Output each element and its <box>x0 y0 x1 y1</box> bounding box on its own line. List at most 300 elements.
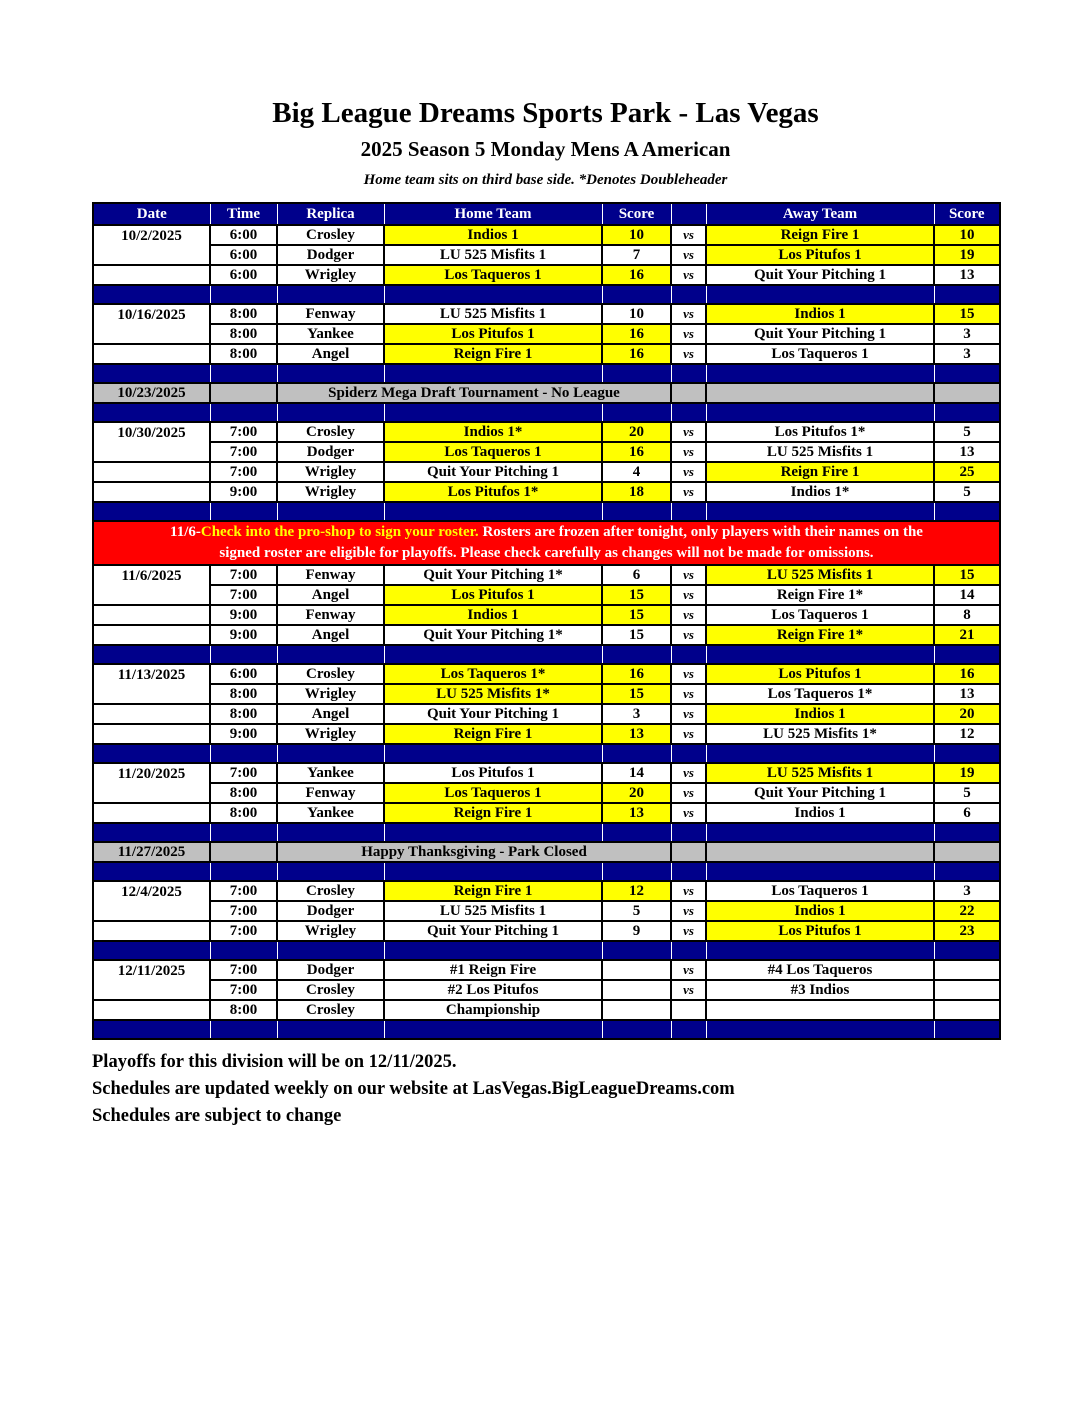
separator-cell-away-score <box>934 403 1000 422</box>
vs-cell: vs <box>671 265 706 285</box>
home-score-cell: 6 <box>602 565 671 585</box>
separator-cell-away-team <box>706 645 934 664</box>
home-team-cell: LU 525 Misfits 1 <box>384 901 602 921</box>
home-score-cell: 13 <box>602 803 671 823</box>
separator-cell-replica <box>277 285 384 304</box>
time-cell: 9:00 <box>210 625 277 645</box>
separator-cell-home-team <box>384 1020 602 1039</box>
away-score-cell: 5 <box>934 422 1000 442</box>
separator-cell-home-score <box>602 941 671 960</box>
date-cell <box>93 625 210 645</box>
home-score-cell <box>602 980 671 1000</box>
home-team-cell: Quit Your Pitching 1* <box>384 625 602 645</box>
date-cell <box>93 704 210 724</box>
vs-cell: vs <box>671 901 706 921</box>
separator-cell-away-team <box>706 502 934 521</box>
away-score-cell: 25 <box>934 462 1000 482</box>
separator-cell-home-team <box>384 285 602 304</box>
away-team-cell: Quit Your Pitching 1 <box>706 265 934 285</box>
time-cell <box>210 842 277 862</box>
separator-cell-away-score <box>934 364 1000 383</box>
home-team-cell: Quit Your Pitching 1 <box>384 921 602 941</box>
separator-cell-time <box>210 364 277 383</box>
date-cell <box>93 344 210 364</box>
separator-cell-home-team <box>384 403 602 422</box>
home-score-cell: 16 <box>602 344 671 364</box>
away-team-cell: Los Taqueros 1 <box>706 881 934 901</box>
time-cell: 7:00 <box>210 422 277 442</box>
vs-cell: vs <box>671 245 706 265</box>
vs-cell <box>671 1000 706 1020</box>
away-score-cell: 20 <box>934 704 1000 724</box>
home-team-cell: Quit Your Pitching 1* <box>384 565 602 585</box>
vs-cell: vs <box>671 344 706 364</box>
away-team-cell <box>706 383 934 403</box>
away-team-cell: LU 525 Misfits 1 <box>706 565 934 585</box>
replica-cell: Wrigley <box>277 482 384 502</box>
vs-cell: vs <box>671 565 706 585</box>
time-cell: 6:00 <box>210 245 277 265</box>
separator-cell-replica <box>277 823 384 842</box>
away-score-cell: 5 <box>934 783 1000 803</box>
vs-cell: vs <box>671 980 706 1000</box>
home-team-cell: Indios 1 <box>384 605 602 625</box>
away-score-cell: 14 <box>934 585 1000 605</box>
time-cell: 7:00 <box>210 960 277 980</box>
home-team-cell: Championship <box>384 1000 602 1020</box>
separator-cell-vs <box>671 403 706 422</box>
vs-cell: vs <box>671 881 706 901</box>
separator-cell-home-score <box>602 1020 671 1039</box>
replica-cell: Crosley <box>277 225 384 245</box>
separator-cell-vs <box>671 285 706 304</box>
game-row <box>93 462 1000 482</box>
time-cell: 8:00 <box>210 803 277 823</box>
separator-cell-date <box>93 823 210 842</box>
separator-row <box>93 941 1000 960</box>
away-team-cell: Quit Your Pitching 1 <box>706 783 934 803</box>
home-score-cell: 16 <box>602 664 671 684</box>
away-team-cell: Los Pitufos 1* <box>706 422 934 442</box>
separator-cell-time <box>210 744 277 763</box>
home-team-cell: Reign Fire 1 <box>384 803 602 823</box>
date-cell: 12/11/2025 <box>93 960 210 1000</box>
home-score-cell: 5 <box>602 901 671 921</box>
date-cell: 10/23/2025 <box>93 383 210 403</box>
away-team-cell: Los Taqueros 1 <box>706 605 934 625</box>
separator-cell-home-team <box>384 862 602 881</box>
separator-cell-time <box>210 1020 277 1039</box>
replica-cell: Angel <box>277 625 384 645</box>
separator-cell-time <box>210 823 277 842</box>
separator-cell-vs <box>671 744 706 763</box>
away-score-cell: 19 <box>934 245 1000 265</box>
separator-cell-time <box>210 862 277 881</box>
home-team-cell: Reign Fire 1 <box>384 344 602 364</box>
vs-cell: vs <box>671 462 706 482</box>
separator-cell-home-score <box>602 364 671 383</box>
separator-cell-date <box>93 941 210 960</box>
separator-cell-home-team <box>384 941 602 960</box>
separator-cell-away-team <box>706 823 934 842</box>
replica-cell: Wrigley <box>277 921 384 941</box>
separator-cell-vs <box>671 941 706 960</box>
home-score-cell: 12 <box>602 881 671 901</box>
home-team-cell: Los Taqueros 1 <box>384 442 602 462</box>
vs-cell: vs <box>671 625 706 645</box>
separator-cell-vs <box>671 1020 706 1039</box>
away-score-cell <box>934 1000 1000 1020</box>
replica-cell: Crosley <box>277 664 384 684</box>
game-row <box>93 921 1000 941</box>
away-team-cell: LU 525 Misfits 1* <box>706 724 934 744</box>
separator-cell-away-score <box>934 744 1000 763</box>
away-score-cell: 21 <box>934 625 1000 645</box>
event-row <box>93 383 1000 403</box>
game-row <box>93 724 1000 744</box>
column-header-vs <box>671 203 706 225</box>
replica-cell: Fenway <box>277 605 384 625</box>
vs-cell: vs <box>671 724 706 744</box>
replica-cell: Angel <box>277 704 384 724</box>
column-header-date: Date <box>93 203 210 225</box>
replica-cell: Wrigley <box>277 462 384 482</box>
separator-cell-away-team <box>706 1020 934 1039</box>
game-row <box>93 625 1000 645</box>
page-subtitle: 2025 Season 5 Monday Mens A American <box>360 137 731 161</box>
game-row <box>93 585 1000 605</box>
separator-row <box>93 502 1000 521</box>
away-score-cell: 23 <box>934 921 1000 941</box>
home-team-cell: Los Pitufos 1 <box>384 585 602 605</box>
separator-cell-away-team <box>706 285 934 304</box>
home-score-cell: 14 <box>602 763 671 783</box>
away-team-cell: Indios 1* <box>706 482 934 502</box>
vs-cell: vs <box>671 585 706 605</box>
separator-cell-vs <box>671 364 706 383</box>
vs-cell: vs <box>671 704 706 724</box>
time-cell: 8:00 <box>210 1000 277 1020</box>
vs-cell: vs <box>671 324 706 344</box>
separator-cell-home-score <box>602 645 671 664</box>
home-team-cell: Los Pitufos 1 <box>384 763 602 783</box>
page-footer <box>92 1049 1088 1130</box>
date-cell: 11/6/2025 <box>93 565 210 605</box>
time-cell: 7:00 <box>210 585 277 605</box>
away-score-cell: 22 <box>934 901 1000 921</box>
game-row <box>93 324 1000 344</box>
separator-cell-date <box>93 1020 210 1039</box>
date-cell <box>93 605 210 625</box>
separator-row <box>93 285 1000 304</box>
column-header-time: Time <box>210 203 277 225</box>
home-score-cell: 4 <box>602 462 671 482</box>
separator-cell-away-score <box>934 285 1000 304</box>
home-team-cell: Quit Your Pitching 1 <box>384 462 602 482</box>
away-score-cell: 6 <box>934 803 1000 823</box>
separator-cell-away-score <box>934 645 1000 664</box>
replica-cell: Fenway <box>277 783 384 803</box>
vs-cell: vs <box>671 960 706 980</box>
notice-line-1 <box>94 522 999 543</box>
game-row <box>93 605 1000 625</box>
time-cell: 7:00 <box>210 565 277 585</box>
time-cell: 8:00 <box>210 324 277 344</box>
away-score-cell: 13 <box>934 265 1000 285</box>
separator-cell-home-team <box>384 502 602 521</box>
vs-cell: vs <box>671 783 706 803</box>
separator-cell-away-team <box>706 364 934 383</box>
separator-cell-home-score <box>602 744 671 763</box>
away-score-cell: 5 <box>934 482 1000 502</box>
game-row <box>93 980 1000 1000</box>
date-cell: 10/2/2025 <box>93 225 210 265</box>
home-score-cell: 16 <box>602 442 671 462</box>
separator-row <box>93 403 1000 422</box>
away-team-cell: Los Taqueros 1* <box>706 684 934 704</box>
vs-cell: vs <box>671 763 706 783</box>
separator-row <box>93 1020 1000 1039</box>
time-cell: 8:00 <box>210 783 277 803</box>
home-score-cell: 10 <box>602 304 671 324</box>
away-score-cell: 13 <box>934 442 1000 462</box>
separator-cell-home-team <box>384 364 602 383</box>
separator-cell-date <box>93 285 210 304</box>
away-team-cell: Indios 1 <box>706 304 934 324</box>
page-title: Big League Dreams Sports Park - Las Vegas <box>272 97 819 129</box>
away-team-cell: Los Taqueros 1 <box>706 344 934 364</box>
away-score-cell: 13 <box>934 684 1000 704</box>
away-team-cell: #3 Indios <box>706 980 934 1000</box>
game-row <box>93 565 1000 585</box>
column-header-away-team: Away Team <box>706 203 934 225</box>
away-team-cell: Indios 1 <box>706 901 934 921</box>
vs-cell: vs <box>671 422 706 442</box>
replica-cell: Dodger <box>277 245 384 265</box>
home-score-cell <box>602 960 671 980</box>
separator-cell-home-score <box>602 502 671 521</box>
separator-row <box>93 862 1000 881</box>
away-score-cell <box>934 383 1000 403</box>
separator-cell-time <box>210 941 277 960</box>
replica-cell: Wrigley <box>277 724 384 744</box>
replica-cell: Dodger <box>277 901 384 921</box>
replica-cell: Fenway <box>277 304 384 324</box>
home-team-cell: Reign Fire 1 <box>384 881 602 901</box>
separator-cell-away-team <box>706 862 934 881</box>
date-cell <box>93 724 210 744</box>
event-row <box>93 842 1000 862</box>
game-row <box>93 225 1000 245</box>
separator-cell-replica <box>277 1020 384 1039</box>
home-team-cell: #2 Los Pitufos <box>384 980 602 1000</box>
replica-cell: Angel <box>277 585 384 605</box>
separator-cell-away-score <box>934 941 1000 960</box>
vs-cell: vs <box>671 684 706 704</box>
header-row <box>93 203 1000 225</box>
separator-cell-replica <box>277 941 384 960</box>
date-cell: 11/13/2025 <box>93 664 210 704</box>
away-team-cell: Reign Fire 1 <box>706 462 934 482</box>
game-row <box>93 482 1000 502</box>
game-row <box>93 763 1000 783</box>
time-cell: 7:00 <box>210 901 277 921</box>
time-cell: 9:00 <box>210 482 277 502</box>
separator-cell-away-score <box>934 502 1000 521</box>
away-score-cell <box>934 980 1000 1000</box>
replica-cell: Crosley <box>277 980 384 1000</box>
date-cell <box>93 482 210 502</box>
away-score-cell <box>934 842 1000 862</box>
away-score-cell: 15 <box>934 304 1000 324</box>
event-label: Happy Thanksgiving - Park Closed <box>277 842 671 862</box>
date-cell: 11/20/2025 <box>93 763 210 803</box>
separator-row <box>93 364 1000 383</box>
away-team-cell: #4 Los Taqueros <box>706 960 934 980</box>
footer-website-note: Schedules are updated weekly on our website at LasVegas.BigLeagueDreams.com <box>92 1079 735 1099</box>
separator-cell-date <box>93 502 210 521</box>
separator-cell-date <box>93 744 210 763</box>
vs-cell: vs <box>671 664 706 684</box>
separator-cell-time <box>210 285 277 304</box>
away-score-cell: 19 <box>934 763 1000 783</box>
separator-cell-away-score <box>934 862 1000 881</box>
time-cell: 6:00 <box>210 225 277 245</box>
time-cell: 9:00 <box>210 605 277 625</box>
vs-cell <box>671 383 706 403</box>
separator-cell-away-team <box>706 403 934 422</box>
home-score-cell: 15 <box>602 625 671 645</box>
separator-cell-away-team <box>706 744 934 763</box>
time-cell: 8:00 <box>210 344 277 364</box>
home-team-cell: LU 525 Misfits 1 <box>384 304 602 324</box>
replica-cell: Yankee <box>277 803 384 823</box>
away-team-cell <box>706 842 934 862</box>
home-score-cell: 20 <box>602 422 671 442</box>
away-team-cell: Reign Fire 1* <box>706 625 934 645</box>
home-team-cell: #1 Reign Fire <box>384 960 602 980</box>
replica-cell: Dodger <box>277 960 384 980</box>
home-team-cell: Los Taqueros 1 <box>384 265 602 285</box>
schedule-body <box>93 225 1000 1039</box>
separator-cell-home-score <box>602 285 671 304</box>
away-score-cell: 12 <box>934 724 1000 744</box>
page-header <box>92 97 999 189</box>
replica-cell: Angel <box>277 344 384 364</box>
home-team-cell: LU 525 Misfits 1* <box>384 684 602 704</box>
date-cell: 10/30/2025 <box>93 422 210 462</box>
separator-cell-vs <box>671 823 706 842</box>
vs-cell: vs <box>671 605 706 625</box>
notice-line-2: signed roster are eligible for playoffs. Please check carefully as changes will not be made for omissions. <box>219 545 874 561</box>
replica-cell: Wrigley <box>277 265 384 285</box>
roster-notice <box>93 521 1000 565</box>
notice-rest: Rosters are frozen after tonight, only players with their names on the <box>478 524 923 540</box>
time-cell: 8:00 <box>210 704 277 724</box>
vs-cell: vs <box>671 304 706 324</box>
time-cell: 9:00 <box>210 724 277 744</box>
game-row <box>93 881 1000 901</box>
game-row <box>93 901 1000 921</box>
away-team-cell: Indios 1 <box>706 803 934 823</box>
separator-cell-replica <box>277 502 384 521</box>
separator-cell-date <box>93 862 210 881</box>
vs-cell: vs <box>671 803 706 823</box>
away-team-cell: LU 525 Misfits 1 <box>706 763 934 783</box>
schedule-table <box>92 202 1001 1040</box>
separator-cell-home-team <box>384 744 602 763</box>
date-cell: 12/4/2025 <box>93 881 210 921</box>
game-row <box>93 664 1000 684</box>
away-team-cell: LU 525 Misfits 1 <box>706 442 934 462</box>
time-cell: 7:00 <box>210 921 277 941</box>
legend-note: Home team sits on third base side. *Denotes Doubleheader <box>363 172 728 188</box>
separator-row <box>93 823 1000 842</box>
separator-cell-date <box>93 403 210 422</box>
date-cell: 10/16/2025 <box>93 304 210 344</box>
time-cell <box>210 383 277 403</box>
vs-cell: vs <box>671 921 706 941</box>
separator-cell-away-score <box>934 1020 1000 1039</box>
home-score-cell: 13 <box>602 724 671 744</box>
separator-cell-replica <box>277 862 384 881</box>
game-row <box>93 704 1000 724</box>
column-header-home-score: Score <box>602 203 671 225</box>
home-team-cell: LU 525 Misfits 1 <box>384 245 602 265</box>
away-score-cell: 10 <box>934 225 1000 245</box>
separator-cell-away-score <box>934 823 1000 842</box>
game-row <box>93 803 1000 823</box>
game-row <box>93 684 1000 704</box>
separator-row <box>93 645 1000 664</box>
home-score-cell: 10 <box>602 225 671 245</box>
column-header-replica: Replica <box>277 203 384 225</box>
time-cell: 6:00 <box>210 265 277 285</box>
vs-cell <box>671 842 706 862</box>
home-score-cell: 18 <box>602 482 671 502</box>
notice-row <box>93 521 1000 565</box>
replica-cell: Yankee <box>277 324 384 344</box>
time-cell: 7:00 <box>210 881 277 901</box>
away-score-cell: 3 <box>934 344 1000 364</box>
separator-cell-home-score <box>602 403 671 422</box>
separator-cell-replica <box>277 744 384 763</box>
separator-cell-home-team <box>384 823 602 842</box>
home-score-cell: 16 <box>602 265 671 285</box>
game-row <box>93 960 1000 980</box>
separator-cell-replica <box>277 364 384 383</box>
footer-change-note: Schedules are subject to change <box>92 1106 342 1126</box>
vs-cell: vs <box>671 482 706 502</box>
home-score-cell <box>602 1000 671 1020</box>
separator-cell-time <box>210 502 277 521</box>
game-row <box>93 304 1000 324</box>
time-cell: 7:00 <box>210 980 277 1000</box>
separator-cell-time <box>210 645 277 664</box>
date-cell <box>93 803 210 823</box>
notice-highlight: Check into the pro-shop to sign your roster. <box>200 524 479 540</box>
home-team-cell: Quit Your Pitching 1 <box>384 704 602 724</box>
home-score-cell: 9 <box>602 921 671 941</box>
time-cell: 7:00 <box>210 462 277 482</box>
separator-cell-time <box>210 403 277 422</box>
footer-playoffs-note: Playoffs for this division will be on 12/11/2025. <box>92 1052 457 1072</box>
home-team-cell: Los Taqueros 1 <box>384 783 602 803</box>
date-cell <box>93 921 210 941</box>
away-score-cell: 3 <box>934 881 1000 901</box>
home-score-cell: 15 <box>602 585 671 605</box>
vs-cell: vs <box>671 225 706 245</box>
